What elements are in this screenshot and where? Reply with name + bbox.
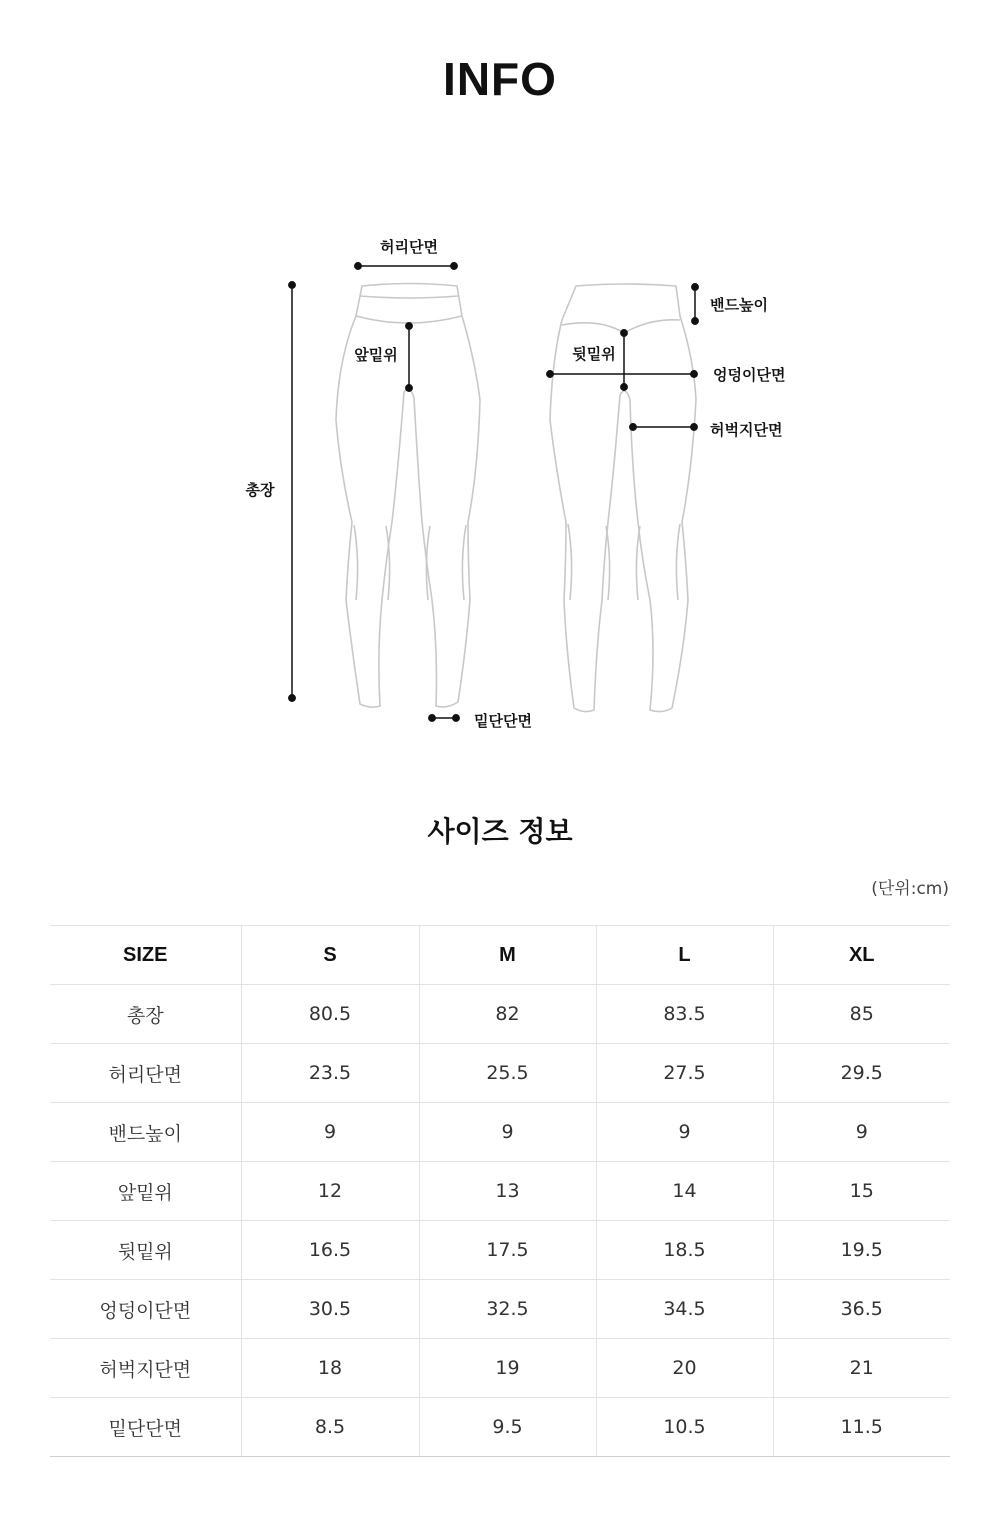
table-row bbox=[50, 1044, 950, 1103]
waist-label: 허리단면 bbox=[380, 238, 438, 256]
hip-label: 엉덩이단면 bbox=[713, 366, 786, 384]
table-cell: 18.5 bbox=[596, 1221, 773, 1280]
back-rise-label: 뒷밑위 bbox=[572, 345, 616, 363]
row-label: 앞밑위 bbox=[50, 1162, 241, 1221]
table-row bbox=[50, 1280, 950, 1339]
band-height-label: 밴드높이 bbox=[710, 296, 768, 314]
table-cell: 9 bbox=[596, 1103, 773, 1162]
table-row bbox=[50, 1221, 950, 1280]
table-cell: 9 bbox=[241, 1103, 419, 1162]
table-row bbox=[50, 1339, 950, 1398]
table-cell: 13 bbox=[419, 1162, 596, 1221]
header-xl: XL bbox=[773, 926, 950, 985]
row-label: 뒷밑위 bbox=[50, 1221, 241, 1280]
size-table bbox=[50, 925, 950, 1457]
table-cell: 9 bbox=[773, 1103, 950, 1162]
header-m: M bbox=[419, 926, 596, 985]
front-rise-label: 앞밑위 bbox=[354, 346, 398, 364]
table-cell: 9 bbox=[419, 1103, 596, 1162]
table-cell: 16.5 bbox=[241, 1221, 419, 1280]
size-table-header-row bbox=[50, 926, 950, 985]
table-cell: 27.5 bbox=[596, 1044, 773, 1103]
table-cell: 21 bbox=[773, 1339, 950, 1398]
row-label: 밴드높이 bbox=[50, 1103, 241, 1162]
row-label: 총장 bbox=[50, 985, 241, 1044]
table-cell: 19.5 bbox=[773, 1221, 950, 1280]
table-cell: 20 bbox=[596, 1339, 773, 1398]
table-cell: 12 bbox=[241, 1162, 419, 1221]
total-length-label: 총장 bbox=[245, 481, 275, 499]
table-cell: 19 bbox=[419, 1339, 596, 1398]
table-cell: 85 bbox=[773, 985, 950, 1044]
size-info-title: 사이즈 정보 bbox=[427, 815, 573, 848]
row-label: 엉덩이단면 bbox=[50, 1280, 241, 1339]
page-title: INFO bbox=[443, 53, 557, 105]
table-cell: 80.5 bbox=[241, 985, 419, 1044]
table-row bbox=[50, 985, 950, 1044]
table-cell: 34.5 bbox=[596, 1280, 773, 1339]
table-cell: 82 bbox=[419, 985, 596, 1044]
table-cell: 11.5 bbox=[773, 1398, 950, 1457]
table-row bbox=[50, 1103, 950, 1162]
leggings-measurement-diagram bbox=[0, 0, 1000, 760]
table-row bbox=[50, 1398, 950, 1457]
table-cell: 32.5 bbox=[419, 1280, 596, 1339]
row-label: 허리단면 bbox=[50, 1044, 241, 1103]
table-cell: 30.5 bbox=[241, 1280, 419, 1339]
header-size: SIZE bbox=[50, 926, 241, 985]
table-cell: 25.5 bbox=[419, 1044, 596, 1103]
table-cell: 8.5 bbox=[241, 1398, 419, 1457]
table-cell: 29.5 bbox=[773, 1044, 950, 1103]
table-cell: 83.5 bbox=[596, 985, 773, 1044]
table-row bbox=[50, 1162, 950, 1221]
table-cell: 15 bbox=[773, 1162, 950, 1221]
hem-label: 밑단단면 bbox=[474, 712, 532, 730]
header-l: L bbox=[596, 926, 773, 985]
table-cell: 23.5 bbox=[241, 1044, 419, 1103]
table-cell: 14 bbox=[596, 1162, 773, 1221]
thigh-label: 허벅지단면 bbox=[710, 421, 783, 439]
unit-note: (단위:cm) bbox=[871, 879, 949, 899]
table-cell: 18 bbox=[241, 1339, 419, 1398]
row-label: 밑단단면 bbox=[50, 1398, 241, 1457]
row-label: 허벅지단면 bbox=[50, 1339, 241, 1398]
table-cell: 10.5 bbox=[596, 1398, 773, 1457]
table-cell: 36.5 bbox=[773, 1280, 950, 1339]
table-cell: 17.5 bbox=[419, 1221, 596, 1280]
table-cell: 9.5 bbox=[419, 1398, 596, 1457]
header-s: S bbox=[241, 926, 419, 985]
